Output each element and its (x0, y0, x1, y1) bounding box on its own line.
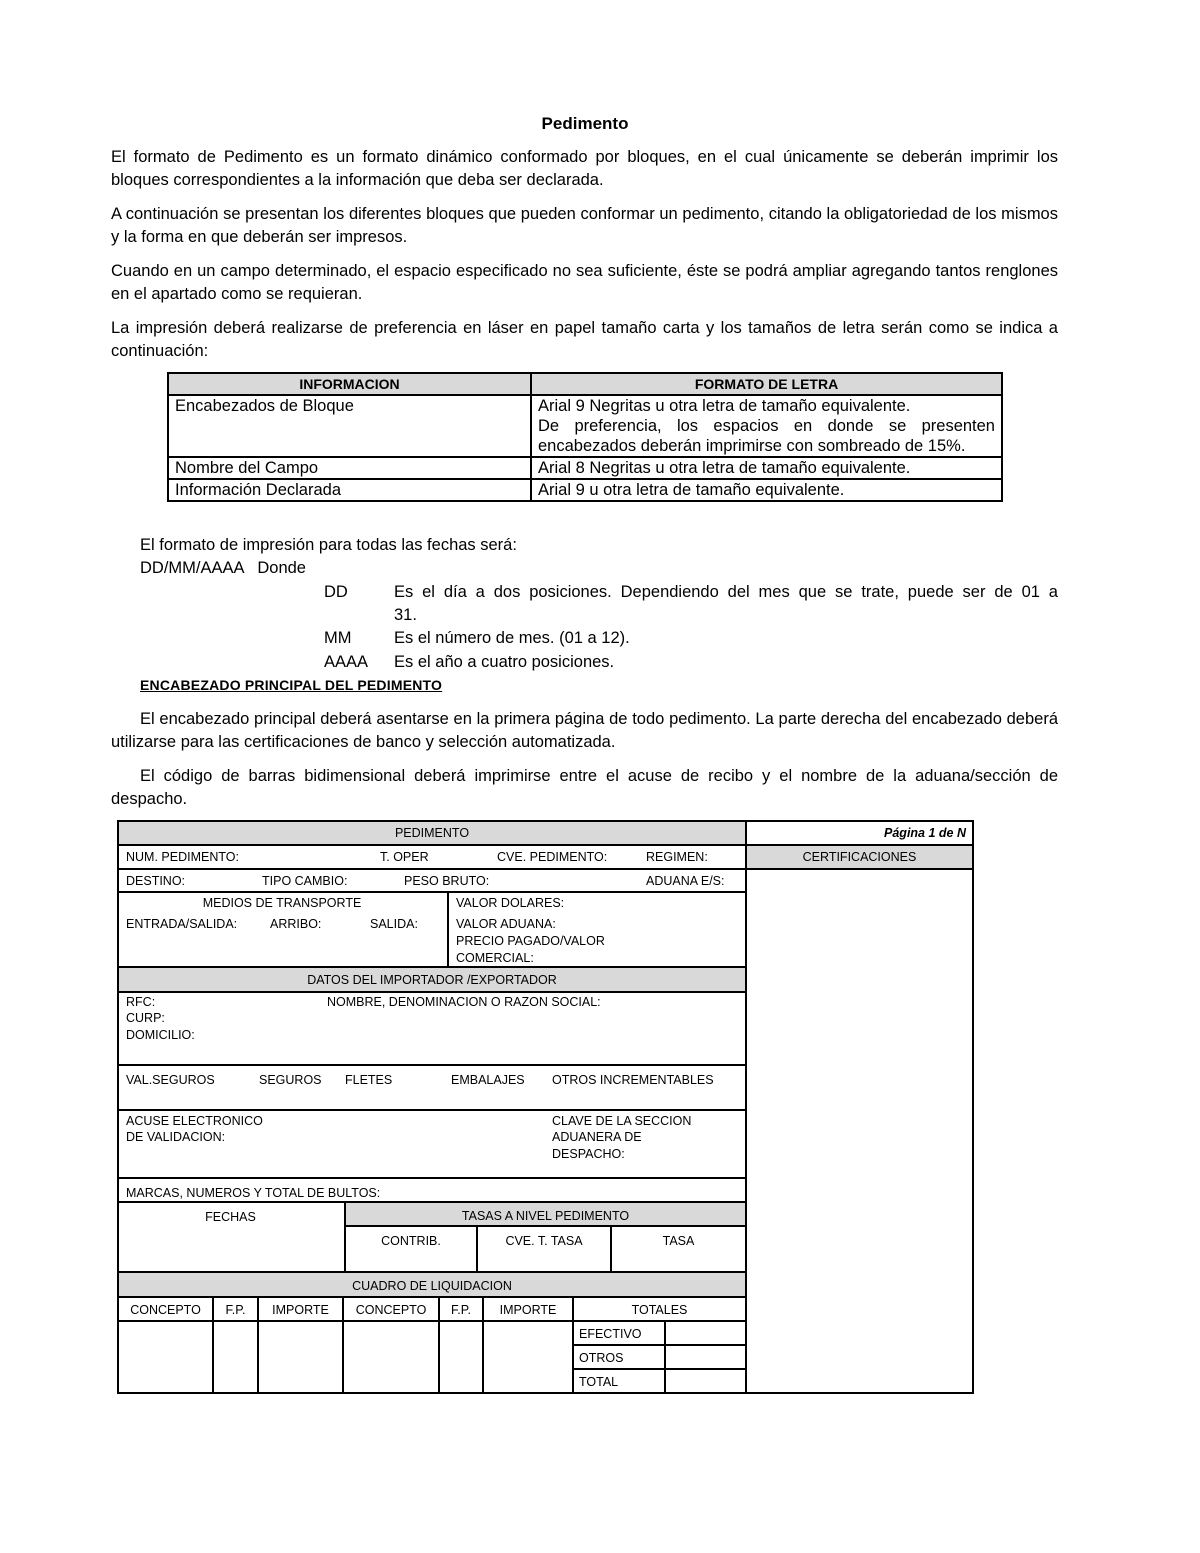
date-code-dd: DD (324, 583, 348, 601)
field-nombre: NOMBRE, DENOMINACION O RAZON SOCIAL: (327, 995, 601, 1009)
certificaciones-title: CERTIFICACIONES (802, 850, 917, 864)
table-cell: Arial 8 Negritas u otra letra de tamaño equivalente. (531, 457, 1002, 479)
date-desc-dd: Es el día a dos posiciones. Dependiendo del mes que se trate, puede ser de 01 a (394, 583, 1058, 601)
field-tipo-cambio: TIPO CAMBIO: (262, 874, 348, 888)
divider (447, 891, 449, 968)
field-clave-aduanera: ADUANERA DE (552, 1130, 642, 1144)
fechas-label: FECHAS (205, 1210, 256, 1224)
date-format-intro: El formato de impresión para todas las fechas será: (140, 536, 517, 554)
field-acuse-validacion: DE VALIDACION: (126, 1130, 226, 1144)
divider (117, 1320, 574, 1322)
field-val-seguros: VAL.SEGUROS (126, 1073, 215, 1087)
divider (572, 1320, 747, 1322)
page-number-label: Página 1 de N (884, 826, 966, 840)
field-valor-aduana: VALOR ADUANA: (456, 917, 556, 931)
field-entrada-salida: ENTRADA/SALIDA: (126, 917, 238, 931)
date-desc-aaaa: Es el año a cuatro posiciones. (394, 653, 615, 671)
date-desc-mm: Es el número de mes. (01 a 12). (394, 629, 630, 647)
field-otros-incrementables: OTROS INCREMENTABLES (552, 1073, 714, 1087)
tasas-title: TASAS A NIVEL PEDIMENTO (461, 1209, 630, 1223)
field-regimen: REGIMEN: (646, 850, 708, 864)
liq-col-fp: F.P. (225, 1303, 246, 1317)
liq-col-concepto: CONCEPTO (130, 1303, 201, 1317)
divider (117, 1109, 747, 1111)
totales-efectivo: EFECTIVO (579, 1327, 642, 1341)
table-cell: Nombre del Campo (168, 457, 531, 479)
tasas-col-contrib: CONTRIB. (381, 1234, 441, 1248)
divider (572, 1344, 747, 1346)
field-curp: CURP: (126, 1011, 165, 1025)
totales-total: TOTAL (579, 1375, 619, 1389)
field-salida: SALIDA: (370, 917, 418, 931)
table-header-format: FORMATO DE LETRA (531, 373, 1002, 395)
field-t-oper: T. OPER (380, 850, 429, 864)
field-embalajes: EMBALAJES (451, 1073, 525, 1087)
form-header-title: PEDIMENTO (394, 826, 470, 840)
table-cell-text: Arial 9 Negritas u otra letra de tamaño equivalente. (538, 397, 911, 415)
page-title: Pedimento (541, 114, 629, 133)
date-code-mm: MM (324, 629, 352, 647)
field-peso-bruto: PESO BRUTO: (404, 874, 490, 888)
intro-paragraph-2: A continuación se presentan los diferentes bloques que pueden conformar un pedimento, citando la obligatoriedad de los mismos y la forma en que deberán ser impresos. (111, 205, 1058, 246)
section-heading: ENCABEZADO PRINCIPAL DEL PEDIMENTO (140, 677, 443, 693)
liquidacion-title: CUADRO DE LIQUIDACION (352, 1279, 512, 1293)
divider (117, 1177, 747, 1179)
table-row (168, 479, 1002, 501)
field-acuse: ACUSE ELECTRONICO (126, 1114, 263, 1128)
divider (664, 1320, 666, 1394)
date-desc-dd-cont: 31. (394, 606, 417, 624)
table-cell: Información Declarada (168, 479, 531, 501)
divider (572, 1368, 747, 1370)
table-header-info: INFORMACION (168, 373, 531, 395)
liq-col-totales: TOTALES (631, 1303, 688, 1317)
field-aduana-es: ADUANA E/S: (646, 874, 725, 888)
field-precio-pagado: PRECIO PAGADO/VALOR (456, 934, 605, 948)
field-num-pedimento: NUM. PEDIMENTO: (126, 850, 239, 864)
liq-col-importe: IMPORTE (272, 1303, 329, 1317)
divider (117, 1064, 747, 1066)
table-cell (531, 395, 1002, 457)
field-arribo: ARRIBO: (270, 917, 322, 931)
intro-paragraph-1: El formato de Pedimento es un formato dinámico conformado por bloques, en el cual únicamente se deberán imprimir los bloques correspondientes a la información que deba ser declarada. (111, 148, 1058, 189)
importador-title: DATOS DEL IMPORTADOR /EXPORTADOR (307, 973, 557, 987)
tasas-col-tasa: TASA (662, 1234, 695, 1248)
date-code-aaaa: AAAA (324, 653, 369, 671)
tasas-col-cve: CVE. T. TASA (505, 1234, 583, 1248)
divider (117, 844, 747, 846)
medios-transporte-label: MEDIOS DE TRANSPORTE (202, 896, 362, 910)
table-cell: Encabezados de Bloque (168, 395, 531, 457)
date-format-pattern: DD/MM/AAAA Donde (140, 559, 306, 577)
table-cell: Arial 9 u otra letra de tamaño equivalente. (531, 479, 1002, 501)
field-valor-dolares: VALOR DOLARES: (456, 896, 565, 910)
section-paragraph-2: El código de barras bidimensional deberá imprimirse entre el acuse de recibo y el nombre de la aduana/sección de despacho. (111, 767, 1058, 808)
field-seguros: SEGUROS (259, 1073, 322, 1087)
totales-otros: OTROS (579, 1351, 624, 1365)
field-marcas: MARCAS, NUMEROS Y TOTAL DE BULTOS: (126, 1186, 381, 1200)
field-clave-seccion: CLAVE DE LA SECCION (552, 1114, 692, 1128)
intro-paragraph-4: La impresión deberá realizarse de preferencia en láser en papel tamaño carta y los tamaños de letra serán como se indica a continuación: (111, 319, 1058, 360)
intro-paragraph-3: Cuando en un campo determinado, el espacio especificado no sea suficiente, éste se podrá ampliar agregando tantos renglones en el apartado como se requieran. (111, 262, 1058, 303)
liq-col-fp-2: F.P. (451, 1303, 471, 1317)
field-clave-despacho: DESPACHO: (552, 1147, 625, 1161)
field-rfc: RFC: (126, 995, 156, 1009)
field-comercial: COMERCIAL: (456, 951, 534, 965)
form-right-border (745, 820, 974, 1394)
liq-col-importe-2: IMPORTE (499, 1303, 557, 1317)
table-row (168, 395, 1002, 457)
liq-col-concepto-2: CONCEPTO (355, 1303, 427, 1317)
divider (117, 891, 747, 893)
field-fletes: FLETES (345, 1073, 393, 1087)
field-cve-pedimento: CVE. PEDIMENTO: (497, 850, 608, 864)
section-paragraph-1: El encabezado principal deberá asentarse en la primera página de todo pedimento. La parte derecha del encabezado deberá utilizarse para las certificaciones de banco y selección automatizada. (111, 710, 1058, 751)
field-domicilio: DOMICILIO: (126, 1028, 195, 1042)
table-row (168, 457, 1002, 479)
table-cell-text: De preferencia, los espacios en donde se presenten encabezados deberán imprimirse con sombreado de 15%. (538, 417, 995, 455)
field-destino: DESTINO: (126, 874, 186, 888)
divider (117, 868, 974, 870)
font-format-table (167, 372, 1003, 502)
